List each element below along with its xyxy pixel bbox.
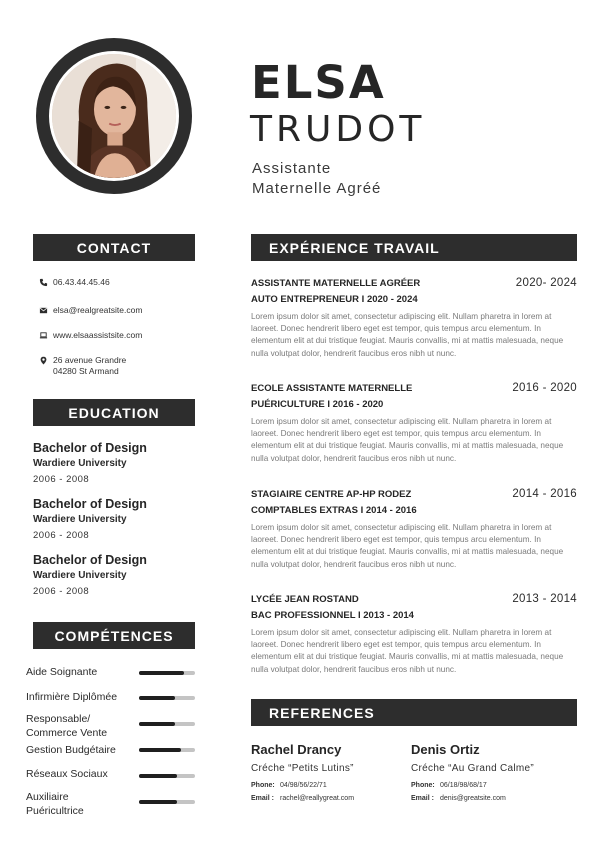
laptop-icon <box>38 330 48 340</box>
experience-heading: EXPÉRIENCE TRAVAIL <box>251 234 577 261</box>
contact-phone-text: 06.43.44.45.46 <box>53 277 110 287</box>
location-pin-icon <box>38 355 48 365</box>
education-item <box>33 441 147 486</box>
mail-icon <box>38 305 48 315</box>
education-school: Wardiere University <box>33 458 127 469</box>
experience-description: Lorem ipsum dolor sit amet, consectetur adipiscing elit. Nullam pharetra in lorem at laoreet. Donec hendrerit libero eget est tempor, quis tempus arcu elementum. In elementum elit at dui tristique feugiat. Mauris convallis, mi at mattis malesuada, neque nulla volutpat dolor, hendrerit faucibus eros nibh ut nunc. <box>251 312 564 358</box>
skill-bar-fill <box>139 774 177 778</box>
contact-website-text[interactable]: www.elsaassistsite.com <box>53 330 143 340</box>
contact-website <box>38 330 142 341</box>
reference-email-label: Email : <box>251 795 274 802</box>
experience-item <box>251 593 577 676</box>
education-degree: Bachelor of Design <box>33 497 147 511</box>
skill-label: Auxiliaire Puéricultrice <box>26 791 84 817</box>
experience-item <box>251 488 577 571</box>
education-item <box>33 553 147 598</box>
experience-subtitle: COMPTABLES EXTRAS I 2014 - 2016 <box>251 505 417 516</box>
education-heading: EDUCATION <box>33 399 195 426</box>
skill-bar <box>139 748 195 752</box>
contact-heading: CONTACT <box>33 234 195 261</box>
contact-phone <box>38 277 110 288</box>
education-school: Wardiere University <box>33 570 127 581</box>
education-degree: Bachelor of Design <box>33 441 147 455</box>
reference-email-label: Email : <box>411 795 434 802</box>
skill-bar-fill <box>139 722 175 726</box>
experience-years: 2013 - 2014 <box>512 593 577 605</box>
references-heading: REFERENCES <box>251 699 577 726</box>
skill-bar <box>139 722 195 726</box>
reference-phone-label: Phone: <box>251 782 275 789</box>
skill-label: Gestion Budgétaire <box>26 744 116 756</box>
skill-label: Infirmière Diplômée <box>26 691 118 703</box>
experience-subtitle: PUÉRICULTURE I 2016 - 2020 <box>251 399 384 410</box>
experience-description: Lorem ipsum dolor sit amet, consectetur adipiscing elit. Nullam pharetra in lorem at laoreet. Donec hendrerit libero eget est tempor, quis tempus arcu elementum. In elementum elit at dui tristique feugiat. Mauris convallis, mi at mattis malesuada, neque nulla volutpat dolor, hendrerit faucibus eros nibh ut nunc. <box>251 523 564 569</box>
skill-bar <box>139 671 195 675</box>
skills-heading: COMPÉTENCES <box>33 622 195 649</box>
reference-item <box>251 742 354 803</box>
skill-bar <box>139 696 195 700</box>
experience-item <box>251 382 577 465</box>
experience-subtitle: BAC PROFESSIONNEL I 2013 - 2014 <box>251 610 414 621</box>
education-years: 2006 - 2008 <box>33 586 90 597</box>
education-years: 2006 - 2008 <box>33 474 90 485</box>
first-name: ELSA <box>251 56 386 109</box>
skill-bar-fill <box>139 671 184 675</box>
skill-bar-fill <box>139 748 181 752</box>
job-title: Assistante Maternelle Agréé <box>252 160 382 197</box>
reference-item <box>411 742 534 803</box>
skill-bar-fill <box>139 800 177 804</box>
experience-years: 2020- 2024 <box>515 277 577 289</box>
experience-description: Lorem ipsum dolor sit amet, consectetur adipiscing elit. Nullam pharetra in lorem at laoreet. Donec hendrerit libero eget est tempor, quis tempus arcu elementum. In elementum elit at dui tristique feugiat. Mauris convallis, mi at mattis malesuada, neque nulla volutpat dolor, hendrerit faucibus eros nibh ut nunc. <box>251 628 564 674</box>
education-item <box>33 497 147 542</box>
reference-org: Créche “Au Grand Calme” <box>411 763 535 774</box>
experience-item <box>251 277 577 360</box>
skill-bar <box>139 800 195 804</box>
contact-address-text: 26 avenue Grandre 04280 St Armand <box>53 355 127 376</box>
reference-name: Rachel Drancy <box>251 742 342 757</box>
phone-icon <box>38 277 48 287</box>
profile-photo-frame <box>36 38 192 194</box>
skill-label: Réseaux Sociaux <box>26 768 108 780</box>
experience-title: STAGIAIRE CENTRE AP-HP RODEZ <box>251 489 412 500</box>
experience-title: ECOLE ASSISTANTE MATERNELLE <box>251 383 413 394</box>
last-name: TRUDOT <box>250 109 426 150</box>
reference-phone: 04/98/56/22/71 <box>280 782 327 789</box>
contact-address <box>38 355 126 377</box>
experience-description: Lorem ipsum dolor sit amet, consectetur adipiscing elit. Nullam pharetra in lorem at laoreet. Donec hendrerit libero eget est tempor, quis tempus arcu elementum. In elementum elit at dui tristique feugiat. Mauris convallis, mi at mattis malesuada, neque nulla volutpat dolor, hendrerit faucibus eros nibh ut nunc. <box>251 417 564 463</box>
skill-bar <box>139 774 195 778</box>
education-years: 2006 - 2008 <box>33 530 90 541</box>
reference-email[interactable]: rachel@reallygreat.com <box>280 795 355 802</box>
reference-phone-label: Phone: <box>411 782 435 789</box>
reference-name: Denis Ortiz <box>411 742 480 757</box>
education-school: Wardiere University <box>33 514 127 525</box>
reference-phone: 06/18/98/68/17 <box>440 782 487 789</box>
profile-photo <box>49 51 179 181</box>
contact-email-text[interactable]: elsa@realgreatsite.com <box>53 305 143 315</box>
contact-email <box>38 305 142 316</box>
skill-label: Responsable/ Commerce Vente <box>26 713 108 739</box>
reference-org: Créche “Petits Lutins” <box>251 763 354 774</box>
experience-years: 2016 - 2020 <box>512 382 577 394</box>
experience-years: 2014 - 2016 <box>512 488 577 500</box>
experience-title: LYCÉE JEAN ROSTAND <box>251 594 359 605</box>
skill-bar-fill <box>139 696 175 700</box>
experience-subtitle: AUTO ENTREPRENEUR I 2020 - 2024 <box>251 294 418 305</box>
experience-title: ASSISTANTE MATERNELLE AGRÉER <box>251 278 421 289</box>
reference-email[interactable]: denis@greatsite.com <box>440 795 506 802</box>
education-degree: Bachelor of Design <box>33 553 147 567</box>
skill-label: Aide Soignante <box>26 666 98 678</box>
